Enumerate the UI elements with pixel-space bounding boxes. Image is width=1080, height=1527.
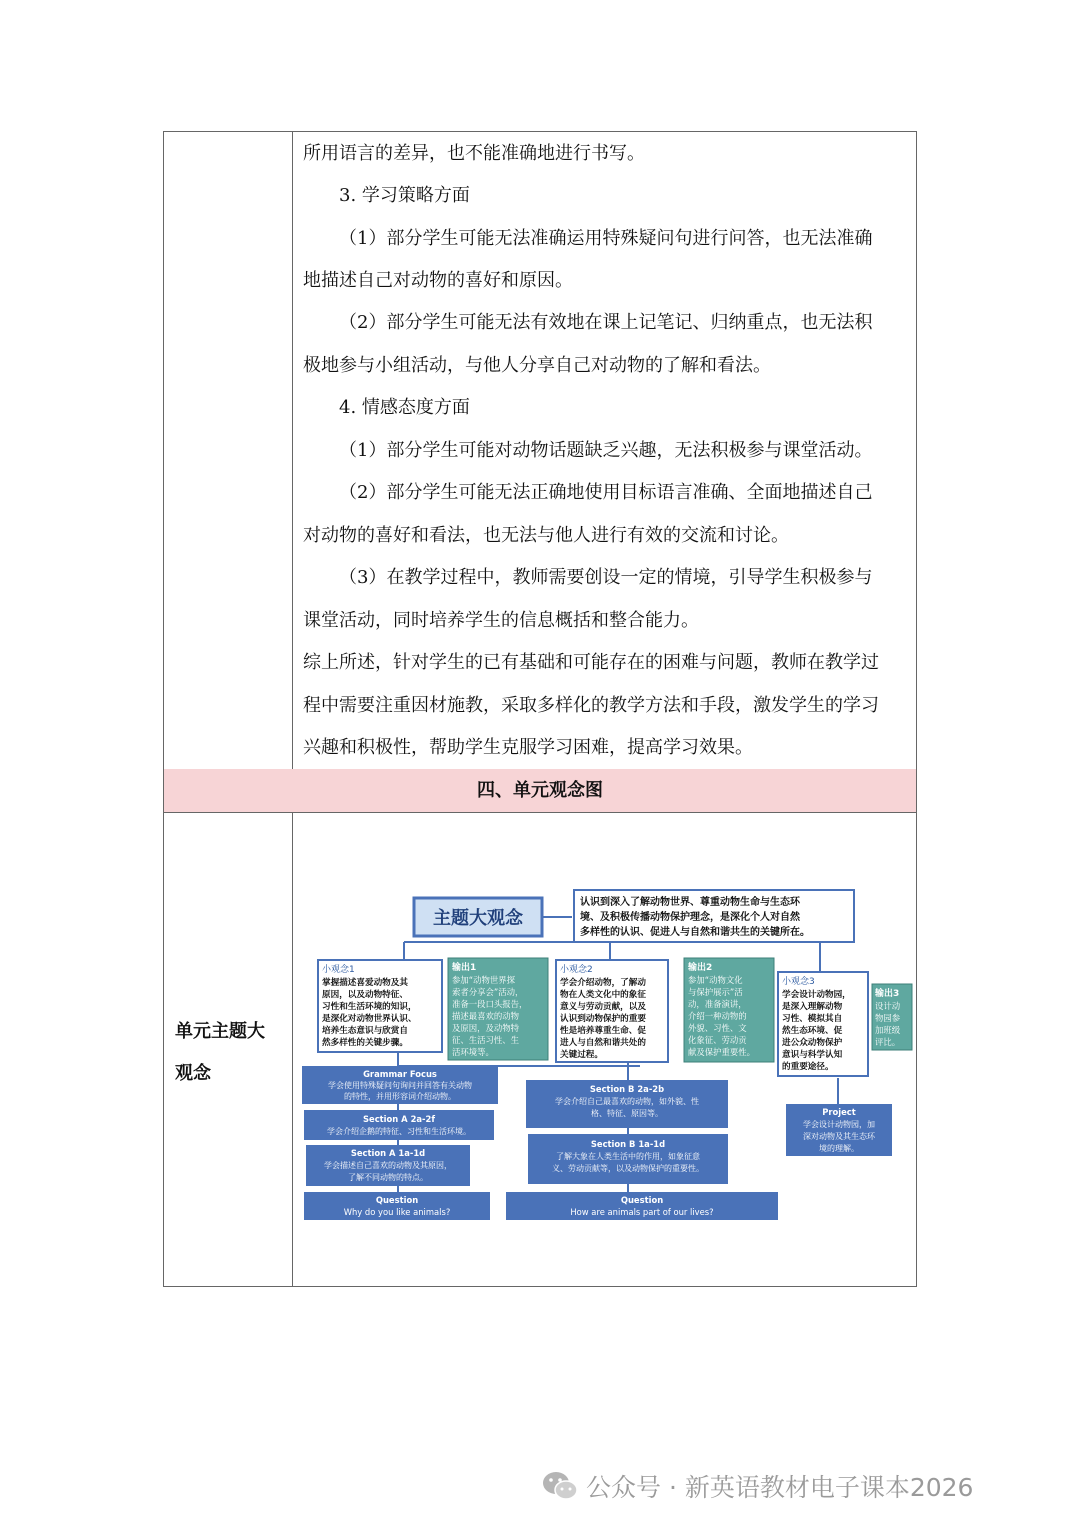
output-3-line: 设计动 — [875, 1001, 901, 1011]
wechat-icon — [540, 1469, 580, 1503]
concept-3-line: 是深入理解动物 — [782, 1002, 843, 1012]
project-line: 境的理解。 — [819, 1144, 859, 1153]
concept-1-line: 是深化对动物世界认识、 — [322, 1014, 417, 1024]
section-b-1a-line: 了解大象在人类生活中的作用，如象征意 — [556, 1152, 700, 1161]
concept-3-line: 学会设计动物园， — [782, 990, 851, 1000]
paragraph-line: 地描述自己对动物的喜好和原因。 — [303, 270, 573, 291]
project-title: Project — [822, 1107, 856, 1117]
concept-1-line: 然多样性的关键步骤。 — [322, 1038, 408, 1048]
output-3-line: 评比。 — [875, 1037, 901, 1047]
paragraph-line: （1）部分学生可能对动物话题缺乏兴趣，无法积极参与课堂活动。 — [339, 440, 873, 461]
output-2-line: 化象征、劳动贡 — [688, 1035, 747, 1045]
output-1-line: 活环境等。 — [452, 1047, 494, 1057]
concept-3-line: 习性、模拟其自 — [782, 1014, 843, 1024]
grammar-focus-box — [302, 1066, 498, 1104]
section-a-1a-line: 学会描述自己喜欢的动物及其原因， — [324, 1161, 452, 1170]
paragraph-line: 对动物的喜好和看法，也无法与他人进行有效的交流和讨论。 — [303, 525, 789, 546]
question-2-title: Question — [620, 1195, 664, 1205]
concept-1-title: 小观念1 — [322, 965, 355, 975]
question-2-box — [506, 1192, 778, 1220]
concept-2-line: 认识到动物保护的重要 — [560, 1014, 646, 1024]
grammar-focus-line: 学会使用特殊疑问句询问并回答有关动物 — [328, 1081, 472, 1090]
output-1-line: 及原因，及动物特 — [452, 1023, 519, 1033]
paragraph-line: （3）在教学过程中，教师需要创设一定的情境，引导学生积极参与 — [339, 567, 873, 588]
output-2-line: 献及保护重要性。 — [688, 1047, 755, 1057]
concept-3-title: 小观念3 — [782, 977, 815, 987]
section-b-2a-title: Section B 2a-2b — [589, 1084, 665, 1094]
concept-1-line: 掌握描述喜爱动物及其 — [322, 978, 408, 988]
project-line: 深对动物及其生态环 — [803, 1132, 875, 1141]
question-1-text: Why do you like animals? — [343, 1207, 451, 1217]
concept-1-line: 习性和生活环境的知识， — [322, 1002, 417, 1012]
main-desc-line: 多样性的认识、促进人与自然和谐共生的关键所在。 — [580, 927, 810, 938]
section-b-2a-line: 格、特征、原因等。 — [591, 1109, 663, 1118]
output-3-line: 物园参 — [875, 1013, 901, 1023]
project-box — [786, 1104, 892, 1156]
question-2-text: How are animals part of our lives? — [570, 1207, 714, 1217]
output-1-title: 输出1 — [452, 963, 477, 973]
paragraph-line: （1）部分学生可能无法准确运用特殊疑问句进行问答，也无法准确 — [339, 228, 873, 249]
concept-1-box — [318, 960, 442, 1052]
concept-3-line: 意识与科学认知 — [782, 1050, 843, 1060]
section-a-1a-title: Section A 1a-1d — [350, 1148, 426, 1158]
output-2-line: 介绍一种动物的 — [688, 1011, 747, 1021]
section-a-1a-line: 了解不同动物的特点。 — [348, 1173, 428, 1182]
concept-3-line: 的重要途径。 — [782, 1062, 834, 1072]
section-a-2a-2f-box — [304, 1110, 494, 1140]
paragraph-line: 课堂活动，同时培养学生的信息概括和整合能力。 — [303, 610, 699, 631]
section-b-1a-line: 义、劳动贡献等，以及动物保护的重要性。 — [552, 1164, 704, 1173]
paragraph-line: 程中需要注重因材施教，采取多样化的教学方法和手段，激发学生的学习 — [303, 695, 879, 716]
main-concept-box — [414, 898, 542, 936]
paragraph-line: （2）部分学生可能无法正确地使用目标语言准确、全面地描述自己 — [339, 482, 873, 503]
output-2-title: 输出2 — [688, 963, 713, 973]
concept-3-line: 进公众动物保护 — [782, 1038, 843, 1048]
concept-3-box — [778, 972, 868, 1076]
row-label-line: 单元主题大 — [175, 1021, 265, 1042]
concept-1-line: 培养生态意识与欣赏自 — [322, 1026, 408, 1036]
paragraph-heading: 3. 学习策略方面 — [339, 185, 470, 206]
row-label-line: 观念 — [175, 1063, 211, 1084]
concept-1-line: 原因，以及动物特征、 — [322, 990, 408, 1000]
watermark — [540, 1466, 973, 1506]
output-2-line: 参加“动物文化 — [688, 975, 743, 985]
section-b-1a-1d-box — [528, 1134, 728, 1184]
output-1-line: 准备一段口头报告， — [452, 999, 528, 1009]
output-2-line: 动，准备演讲， — [688, 999, 747, 1009]
concept-2-line: 进人与自然和谐共处的 — [560, 1038, 646, 1048]
paragraph-line: 兴趣和积极性，帮助学生克服学习困难，提高学习效果。 — [303, 737, 753, 758]
grammar-focus-line: 的特性，并用形容词介绍动物。 — [344, 1092, 456, 1101]
paragraph-line: 综上所述，针对学生的已有基础和可能存在的困难与问题，教师在教学过 — [303, 652, 879, 673]
paragraph-line: 所用语言的差异，也不能准确地进行书写。 — [303, 143, 645, 164]
output-3-line: 加班级 — [875, 1025, 901, 1035]
main-concept-title: 主题大观念 — [433, 908, 523, 929]
concept-2-title: 小观念2 — [560, 965, 593, 975]
main-desc-line: 境、及积极传播动物保护理念，是深化个人对自然 — [580, 912, 800, 923]
watermark-text: 公众号 · 新英语教材电子课本2026 — [586, 1473, 974, 1502]
output-1-line: 索者分享会”活动， — [452, 987, 524, 997]
output-2-line: 与保护展示”活 — [688, 987, 743, 997]
concept-2-line: 意义与劳动贡献，以及 — [560, 1002, 646, 1012]
paragraph-line: （2）部分学生可能无法有效地在课上记笔记、归纳重点，也无法积 — [339, 312, 873, 333]
concept-2-line: 学会介绍动物，了解动 — [560, 978, 646, 988]
concept-2-line: 关键过程。 — [560, 1050, 603, 1060]
main-concept-description — [574, 890, 854, 942]
output-3-box — [872, 984, 912, 1050]
section-b-2a-2b-box — [526, 1080, 728, 1128]
section-a-2a-line: 学会介绍企鹅的特征、习性和生活环境。 — [327, 1127, 471, 1136]
output-1-line: 描述最喜欢的动物 — [452, 1011, 519, 1021]
concept-2-line: 物在人类文化中的象征 — [560, 990, 646, 1000]
output-2-box — [684, 958, 774, 1062]
section-title: 四、单元观念图 — [477, 780, 603, 801]
concept-2-box — [556, 960, 668, 1062]
section-a-2a-title: Section A 2a-2f — [362, 1114, 436, 1124]
concept-3-line: 然生态环境、促 — [782, 1026, 843, 1036]
section-a-1a-1d-box — [306, 1145, 470, 1186]
paragraph-line: 极地参与小组活动，与他人分享自己对动物的了解和看法。 — [303, 355, 771, 376]
section-b-2a-line: 学会介绍自己最喜欢的动物，如外貌、性 — [555, 1097, 699, 1106]
section-b-1a-title: Section B 1a-1d — [590, 1139, 666, 1149]
grammar-focus-title: Grammar Focus — [363, 1069, 437, 1079]
output-1-box — [448, 958, 548, 1060]
output-3-title: 输出3 — [875, 989, 900, 999]
project-line: 学会设计动物园，加 — [803, 1120, 875, 1129]
paragraph-heading: 4. 情感态度方面 — [339, 397, 470, 418]
output-2-line: 外貌、习性、文 — [688, 1023, 747, 1033]
question-1-title: Question — [375, 1195, 419, 1205]
output-1-line: 征、生活习性、生 — [452, 1035, 519, 1045]
output-1-line: 参加“动物世界探 — [452, 975, 515, 985]
main-desc-line: 认识到深入了解动物世界、尊重动物生命与生态环 — [580, 897, 800, 908]
question-1-box — [304, 1192, 490, 1220]
concept-2-line: 性是培养尊重生命、促 — [560, 1026, 646, 1036]
